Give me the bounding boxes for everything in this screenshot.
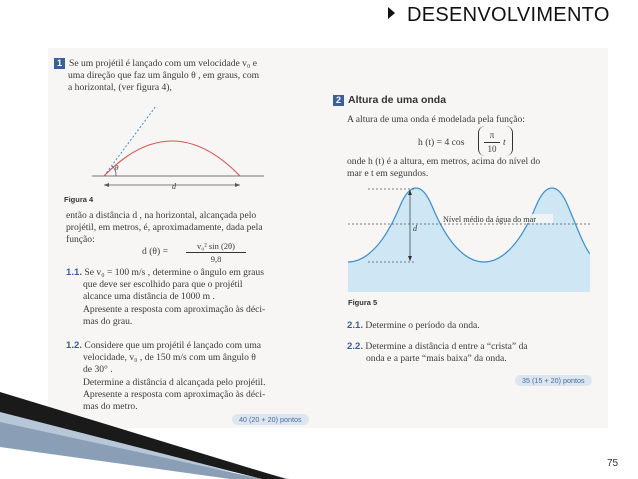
question-1-2-line-5: Apresente a resposta com aproximação às déci- — [83, 388, 266, 400]
trajectory-arc — [104, 141, 240, 176]
question-2-2-line-2: onda e a parte “mais baixa” da onda. — [366, 353, 507, 365]
problem1-after-line-2: projétil, em metros, é, aproximadamente, dada pela — [66, 222, 263, 234]
problem2-number: 2 — [333, 95, 344, 106]
question-1-2-line-4: Determine a distância d alcançada pelo projétil. — [83, 376, 266, 388]
question-1-2-line-6: mas do metro. — [83, 401, 138, 413]
figure4-diagram — [88, 104, 270, 196]
question-1-1-line-3: alcance uma distância de 1000 m . — [83, 291, 215, 303]
problem1-points-badge: 40 (20 + 20) pontos — [232, 414, 309, 425]
formula-h-numerator: π — [489, 130, 495, 140]
question-1-2-line-2: velocidade, v₀ , de 150 m/s com um ângulo θ — [83, 352, 256, 364]
problem2-after-line-1: onde h (t) é a altura, em metros, acima do nível do — [347, 156, 541, 167]
figure4-d-label: d — [172, 182, 176, 191]
bullet-triangle-icon — [388, 7, 395, 19]
question-1-1-line-2: que deve ser escolhido para que o projétil — [83, 279, 243, 291]
problem1-after-line-1: então a distância d , na horizontal, alcançada pelo — [66, 210, 257, 221]
problem2-points-badge: 35 (15 + 20) pontos — [515, 375, 592, 386]
formula-d-lhs: d (θ) = — [142, 246, 168, 257]
wave-water-fill — [348, 188, 590, 292]
formula-h-variable: t — [503, 137, 506, 148]
problem2-heading — [333, 94, 446, 107]
problem2-heading-text: Altura de uma onda — [348, 94, 447, 106]
question-1-1-line-1: Se v₀ = 100 m/s , determine o ângulo em graus — [84, 267, 264, 278]
question-2-2-number: 2.2. — [347, 341, 364, 352]
problem1-intro-line-1: Se um projétil é lançado com um velocidade v₀ e — [69, 58, 257, 69]
problem2-intro: A altura de uma onda é modelada pela função: — [347, 114, 525, 125]
figure5-wave-diagram — [348, 184, 590, 292]
problem1-number: 1 — [54, 58, 65, 69]
page-number: 75 — [607, 458, 619, 469]
problem1-intro — [54, 58, 304, 95]
question-2-1-number: 2.1. — [347, 320, 364, 331]
problem1-after-line-3: função: — [66, 234, 95, 246]
formula-h-right-paren — [506, 126, 513, 156]
question-2-1 — [347, 320, 597, 332]
question-2-2 — [347, 341, 597, 365]
figure5-d-label: d — [413, 224, 417, 233]
question-1-2-line-3: de 30° . — [83, 364, 113, 376]
launch-direction-line — [104, 106, 156, 176]
problem2-after-line-2: mar e t em segundos. — [347, 168, 429, 180]
formula-h-lhs: h (t) = 4 cos — [418, 137, 465, 148]
question-1-1-number: 1.1. — [66, 267, 83, 278]
question-1-2-number: 1.2. — [66, 340, 83, 351]
question-2-1-text: Determine o período da onda. — [365, 320, 480, 331]
figure5-caption: Figura 5 — [348, 298, 378, 307]
formula-d-denominator: 9,8 — [210, 254, 222, 264]
slide-title-text: DESENVOLVIMENTO — [407, 4, 610, 26]
slide-title — [388, 4, 610, 27]
formula-h-denominator: 10 — [487, 144, 497, 154]
arrow-right-head — [235, 183, 240, 187]
problem2-text-after — [347, 156, 597, 180]
figure4-caption: Figura 4 — [64, 195, 94, 204]
question-1-2-line-1: Considere que um projétil é lançado com uma — [84, 340, 262, 351]
figure4-theta-label: θ — [115, 164, 119, 172]
sea-level-label: Nível médio da água do mar — [443, 215, 536, 224]
arrow-left-head — [104, 183, 109, 187]
problem1-intro-line-3: a horizontal, (ver figura 4), — [68, 82, 172, 94]
formula-d-numerator: v₀² sin (2θ) — [197, 241, 235, 251]
question-1-1-line-4: Apresente a resposta com aproximação às déci- — [83, 303, 266, 315]
question-1-1 — [66, 267, 316, 328]
question-1-1-line-5: mas do grau. — [83, 315, 133, 327]
question-2-2-line-1: Determine a distância d entre a “crista” da — [365, 341, 528, 352]
decorative-ribbon — [0, 392, 290, 479]
problem1-intro-line-2: uma direção que faz um ângulo θ , em graus, com — [68, 70, 260, 82]
